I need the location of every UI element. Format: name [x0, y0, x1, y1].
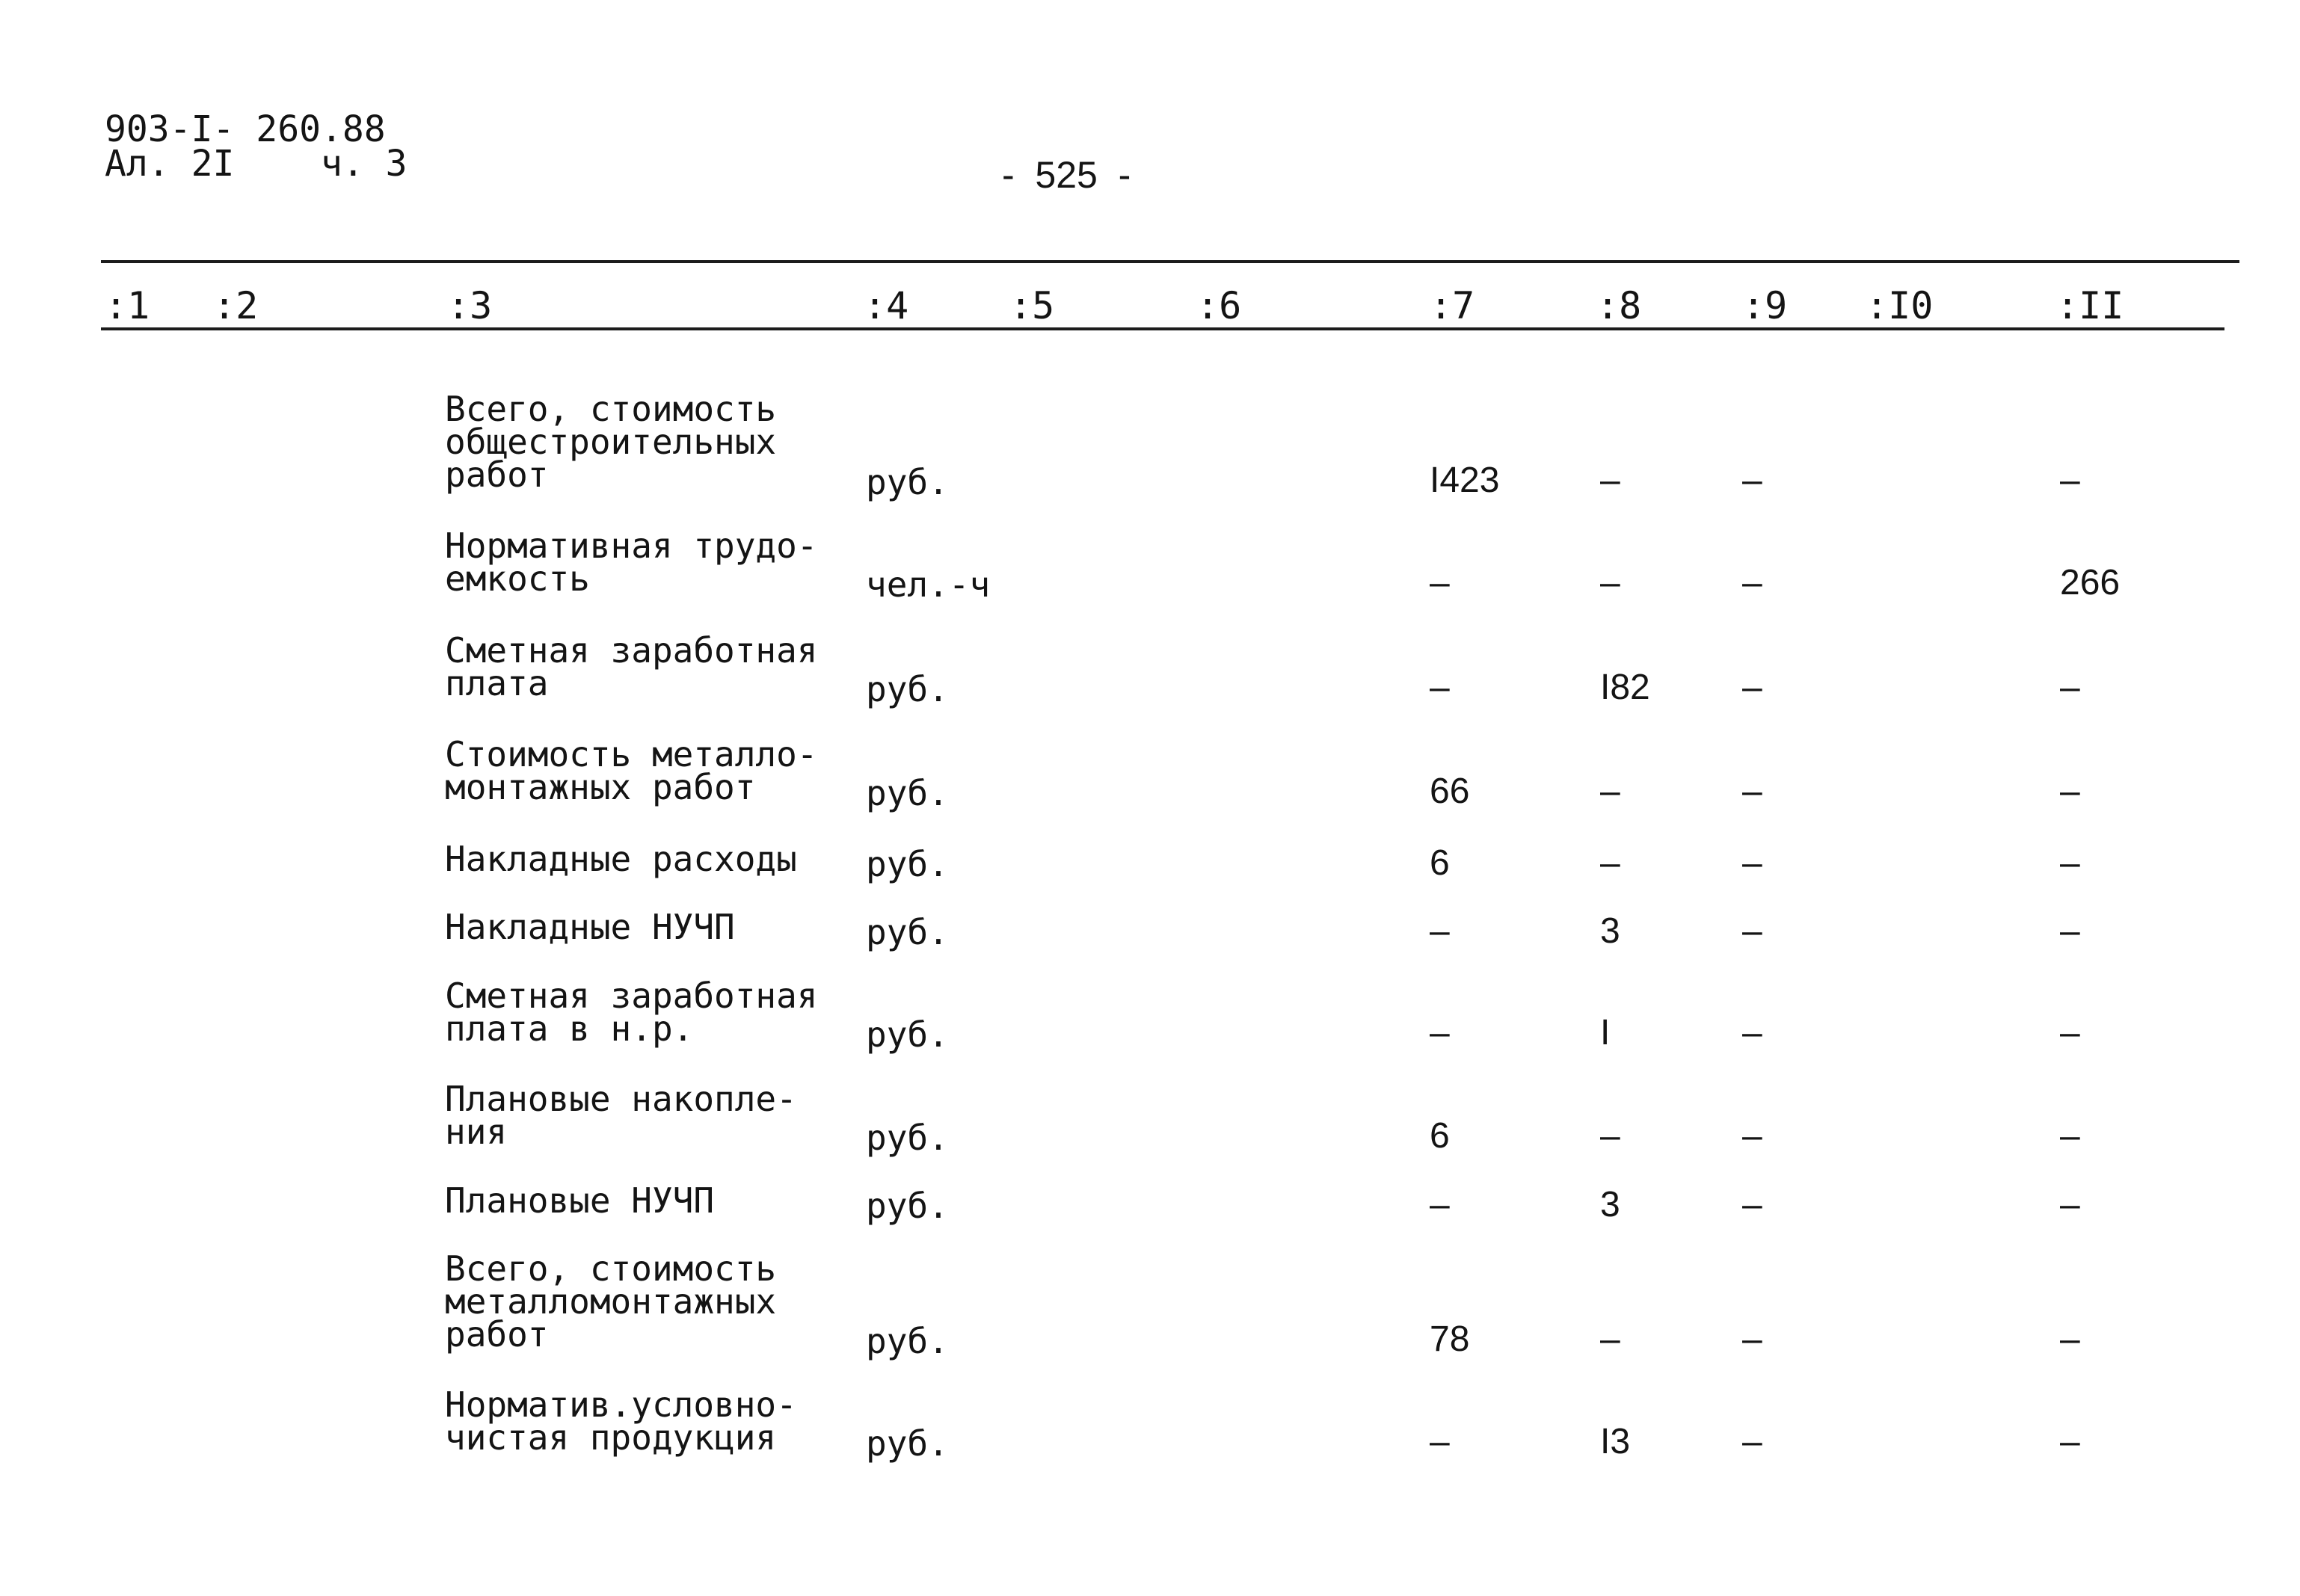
- row-unit: руб.: [866, 1186, 949, 1226]
- row-col7: –: [1430, 1013, 1450, 1053]
- row-col11: –: [2060, 911, 2080, 951]
- row-description: Плановые накопле- ния: [445, 1079, 797, 1152]
- row-description: Сметная заработная плата: [445, 630, 818, 703]
- row-description: Нормативная трудо- емкость: [445, 526, 818, 599]
- row-col11: –: [2060, 1422, 2080, 1461]
- row-col9: –: [1742, 843, 1762, 883]
- column-header-6: :6: [1196, 284, 1242, 327]
- row-col7: 78: [1430, 1319, 1470, 1359]
- row-col8: –: [1600, 1116, 1620, 1156]
- row-col8: –: [1600, 563, 1620, 603]
- row-col9: –: [1742, 911, 1762, 951]
- row-description: Стоимость металло- монтажных работ: [445, 734, 818, 807]
- row-unit: руб.: [866, 844, 949, 884]
- row-col8: I: [1600, 1013, 1611, 1053]
- column-header-8: :8: [1596, 284, 1642, 327]
- column-header-9: :9: [1742, 284, 1788, 327]
- row-description: Накладные расходы: [445, 839, 797, 879]
- row-unit: руб.: [866, 1423, 949, 1464]
- page-number: - 525 -: [1002, 154, 1131, 196]
- row-col7: –: [1430, 1422, 1450, 1461]
- row-col11: –: [2060, 1116, 2080, 1156]
- row-col9: –: [1742, 771, 1762, 811]
- row-col8: –: [1600, 843, 1620, 883]
- row-col7: 6: [1430, 1116, 1450, 1156]
- table-top-rule: [101, 260, 2239, 263]
- row-col8: –: [1600, 1319, 1620, 1359]
- row-col7: 6: [1430, 843, 1450, 883]
- row-description: Норматив.условно- чистая продукция: [445, 1384, 797, 1458]
- table-header-rule: [101, 327, 2224, 330]
- column-header-7: :7: [1430, 284, 1475, 327]
- row-col9: –: [1742, 1013, 1762, 1053]
- row-unit: руб.: [866, 1014, 949, 1055]
- row-unit: чел.-ч: [866, 564, 991, 605]
- row-col9: –: [1742, 1422, 1762, 1461]
- column-header-3: :3: [447, 284, 493, 327]
- row-col7: –: [1430, 563, 1450, 603]
- row-description: Накладные НУЧП: [445, 907, 735, 947]
- row-col9: –: [1742, 563, 1762, 603]
- column-header-1: :1: [105, 284, 150, 327]
- row-col7: –: [1430, 1185, 1450, 1224]
- row-col11: 266: [2060, 563, 2121, 603]
- row-col11: –: [2060, 771, 2080, 811]
- column-header-11: :II: [2056, 284, 2124, 327]
- row-col7: 66: [1430, 771, 1470, 811]
- row-unit: руб.: [866, 1321, 949, 1361]
- row-col7: –: [1430, 911, 1450, 951]
- row-col11: –: [2060, 460, 2080, 500]
- row-col8: 3: [1600, 911, 1620, 951]
- row-col11: –: [2060, 1319, 2080, 1359]
- row-col9: –: [1742, 460, 1762, 500]
- row-col9: –: [1742, 668, 1762, 707]
- row-description: Всего, стоимость общестроительных работ: [445, 389, 777, 495]
- row-col8: –: [1600, 771, 1620, 811]
- row-col8: I82: [1600, 668, 1650, 707]
- row-col9: –: [1742, 1116, 1762, 1156]
- row-description: Всего, стоимость металломонтажных работ: [445, 1248, 777, 1355]
- row-col11: –: [2060, 668, 2080, 707]
- column-header-4: :4: [864, 284, 909, 327]
- column-header-5: :5: [1009, 284, 1055, 327]
- row-col7: I423: [1430, 460, 1500, 500]
- row-col8: 3: [1600, 1185, 1620, 1224]
- row-unit: руб.: [866, 669, 949, 709]
- row-description: Сметная заработная плата в н.р.: [445, 976, 818, 1049]
- row-unit: руб.: [866, 1118, 949, 1158]
- document-code-line2: Ал. 2I ч. 3: [105, 143, 408, 185]
- row-unit: руб.: [866, 462, 949, 502]
- row-col11: –: [2060, 1013, 2080, 1053]
- row-unit: руб.: [866, 912, 949, 952]
- row-col11: –: [2060, 1185, 2080, 1224]
- row-col7: –: [1430, 668, 1450, 707]
- row-col9: –: [1742, 1319, 1762, 1359]
- row-col8: –: [1600, 460, 1620, 500]
- column-header-2: :2: [213, 284, 259, 327]
- document-code: [105, 108, 408, 185]
- document-code-line1: 903-I- 260.88: [105, 108, 386, 150]
- row-col8: I3: [1600, 1422, 1631, 1461]
- row-unit: руб.: [866, 773, 949, 813]
- row-col9: –: [1742, 1185, 1762, 1224]
- row-col11: –: [2060, 843, 2080, 883]
- column-header-10: :I0: [1866, 284, 1934, 327]
- row-description: Плановые НУЧП: [445, 1180, 715, 1221]
